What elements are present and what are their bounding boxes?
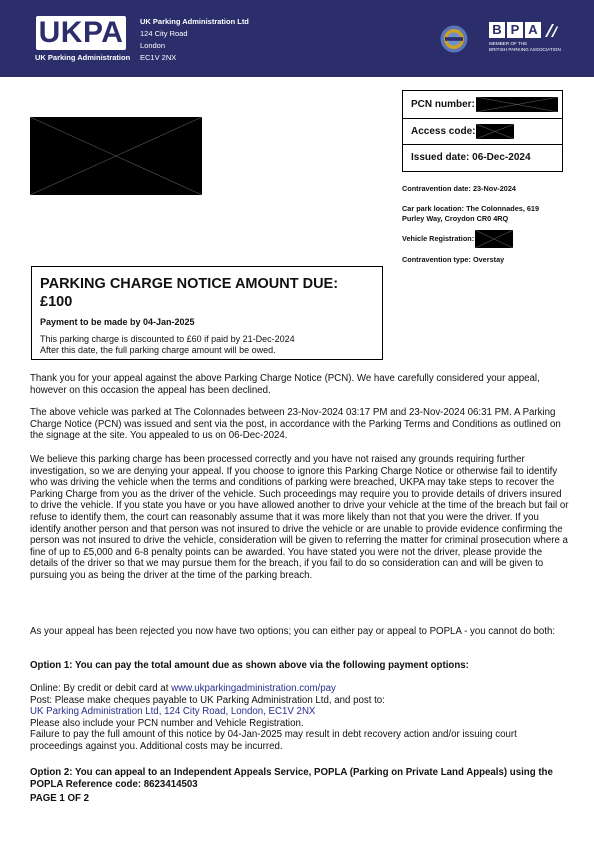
- include-details-line: Please also include your PCN number and Vehicle Registration.: [30, 717, 304, 729]
- vehicle-registration: [402, 230, 513, 248]
- bpa-letter: P: [507, 22, 523, 38]
- issued-date-row: [403, 144, 562, 171]
- approved-operator-seal-icon: [440, 25, 468, 53]
- payment-link[interactable]: www.ukparkingadministration.com/pay: [171, 683, 336, 694]
- full-amount-line: After this date, the full parking charge amount will be owed.: [40, 345, 276, 355]
- discount-note: [40, 334, 374, 356]
- redacted-image: [30, 117, 202, 195]
- vehicle-registration-label: Vehicle Registration:: [402, 234, 475, 243]
- access-code-label: Access code:: [411, 125, 476, 137]
- amount-due-value: £100: [40, 294, 73, 310]
- address-line: EC1V 2NX: [140, 53, 177, 62]
- bpa-arrow-icon: [543, 22, 559, 38]
- company-address: [140, 16, 249, 64]
- post-payment-line: Post: Please make cheques payable to UK Parking Administration Ltd, and post to:: [30, 694, 385, 706]
- logo-text: UKPA: [38, 16, 124, 49]
- access-code-row: [403, 118, 562, 145]
- amount-due-box: [31, 266, 383, 360]
- bpa-logo: [489, 22, 579, 53]
- issued-date: Issued date: 06-Dec-2024: [411, 152, 531, 164]
- contravention-date: Contravention date: 23-Nov-2024: [402, 184, 516, 193]
- online-payment-line: [30, 683, 570, 695]
- amount-due-title: [40, 275, 374, 311]
- ukpa-logo: [36, 16, 126, 50]
- page-number: PAGE 1 OF 2: [30, 793, 90, 804]
- bpa-sub-line: MEMBER OF THE: [489, 41, 528, 46]
- option-2-heading: Option 2: You can appeal to an Independent Appeals Service, POPLA (Parking on Private Land Appeals) using the POPLA Reference code: 8623414503: [30, 767, 553, 790]
- redacted-pcn-number: [476, 97, 558, 112]
- pcn-number-label: PCN number:: [411, 98, 475, 110]
- car-park-location: [402, 204, 539, 224]
- online-payment-label: Online: By credit or debit card at: [30, 683, 172, 694]
- paragraph-appeal-declined: Thank you for your appeal against the above Parking Charge Notice (PCN). We have carefully considered your appeal, however on this occasion the appeal has been declined.: [30, 373, 540, 396]
- amount-due-heading: PARKING CHARGE NOTICE AMOUNT DUE:: [40, 276, 339, 292]
- payment-options: [30, 683, 570, 753]
- bpa-letter: A: [525, 22, 541, 38]
- address-line: 124 City Road: [140, 29, 188, 38]
- failure-warning: Failure to pay the full amount of this notice by 04-Jan-2025 may result in debt recovery action and/or issuing court proceedings against you. Additional costs may be incurred.: [30, 729, 517, 752]
- redacted-vehicle-registration: [475, 230, 513, 248]
- bpa-sub-line: BRITISH PARKING ASSOCIATION: [489, 47, 561, 52]
- discount-line: This parking charge is discounted to £60 if paid by 21-Dec-2024: [40, 334, 295, 344]
- paragraph-denial-reasons: We believe this parking charge has been processed correctly and you have not raised any grounds requiring further investigation, so we are denying your appeal. If you choose to ignore this Parking Charge Notice or otherwise fail to identify who was driving the vehicle when the terms and conditions of parking were breached, UKPA may take steps to recover the Parking Charge from you as the driver of the vehicle. Such proceedings may require you to provide details of drivers insured to drive the vehicle. If you state you have or you have allowed another to drive your vehicle at the time of the breach but fail or refuse to identify them, the court can reasonably assume that it was more likely than not that you were the driver. If you identify another person and that person was not insured to drive the vehicle or are unable to provide evidence confirming the person was not insured to drive the vehicle, consideration will be given to referring the matter for criminal prosecution where a fine of up to £5,000 and 6-8 penalty points can be awarded. You have stated you were not the driver, please provide the details of the driver so that we may pursue them for the breach, if you fail to do so consideration can and will be given to pursuing you as being the driver at the time of the parking breach.: [30, 454, 569, 581]
- location-line: Purley Way, Croydon CR0 4RQ: [402, 214, 509, 223]
- postal-address-link[interactable]: UK Parking Administration Ltd, 124 City Road, London, EC1V 2NX: [30, 706, 316, 718]
- bpa-letter: B: [489, 22, 505, 38]
- location-line: Car park location: The Colonnades, 619: [402, 204, 540, 213]
- bpa-member-text: [489, 41, 579, 53]
- redacted-access-code: [476, 124, 514, 139]
- contravention-type: Contravention type: Overstay: [402, 255, 505, 264]
- logo-subtitle: UK Parking Administration: [35, 53, 131, 62]
- option-1-heading: Option 1: You can pay the total amount due as shown above via the following payment options:: [30, 660, 469, 671]
- paragraph-parking-details: The above vehicle was parked at The Colonnades between 23-Nov-2024 03:17 PM and 23-Nov-2024 06:31 PM. A Parking Charge Notice (PCN) was issued and sent via the post, in accordance with the Parking Terms and Conditions as outlined on the signage at the site. You appealed to us on 06-Dec-2024.: [30, 407, 561, 442]
- payment-deadline: Payment to be made by 04-Jan-2025: [40, 317, 195, 327]
- company-name: UK Parking Administration Ltd: [140, 17, 249, 26]
- pcn-number-row: [403, 91, 562, 118]
- paragraph-options-intro: As your appeal has been rejected you now have two options; you can either pay or appeal to POPLA - you cannot do both:: [30, 626, 556, 637]
- address-line: London: [140, 41, 166, 50]
- letterhead: [0, 0, 594, 77]
- pcn-details-table: [402, 90, 563, 172]
